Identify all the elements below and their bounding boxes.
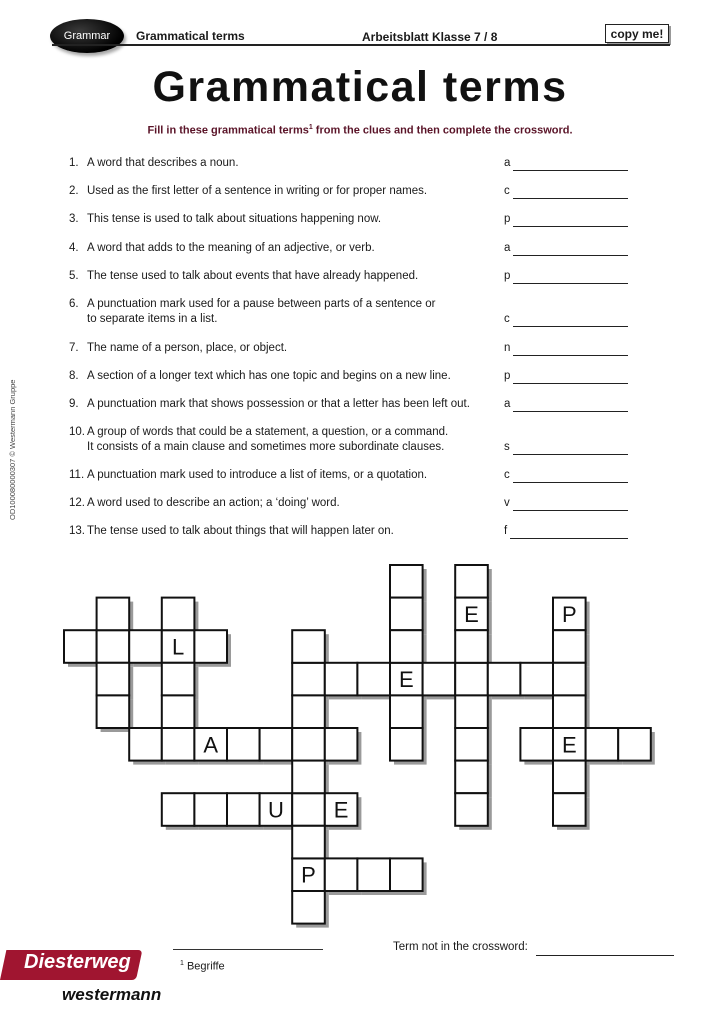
- clue-text: A section of a longer text which has one topic and begins on a new line.: [87, 370, 451, 382]
- term-not-in-crossword-label: Term not in the crossword:: [393, 941, 528, 953]
- crossword-cell[interactable]: [227, 728, 260, 761]
- clue-text: A word that describes a noun.: [87, 157, 239, 169]
- crossword-cell[interactable]: [390, 565, 423, 598]
- crossword-cell[interactable]: [390, 858, 423, 891]
- instruction-before: Fill in these grammatical terms: [147, 124, 309, 137]
- crossword-cell[interactable]: [260, 728, 293, 761]
- crossword-cell[interactable]: [292, 695, 325, 728]
- crossword-cell[interactable]: [455, 695, 488, 728]
- clue-number: 4.: [69, 242, 79, 254]
- crossword-cell[interactable]: [292, 728, 325, 761]
- prefilled-letter: U: [267, 797, 284, 823]
- clue-text: A punctuation mark used for a pause between parts of a sentence or to separate items in a list.: [87, 298, 436, 325]
- clue-text: A punctuation mark that shows possession or that a letter has been left out.: [87, 398, 470, 410]
- clue-number: 13.: [69, 525, 85, 537]
- answer-first-letter: v: [504, 497, 510, 509]
- crossword-cell[interactable]: [390, 630, 423, 663]
- answer-first-letter: c: [504, 185, 510, 197]
- clue-number: 8.: [69, 370, 79, 382]
- instruction-after: from the clues and then complete the crossword.: [312, 124, 573, 137]
- header-sheet-label: Arbeitsblatt Klasse 7 / 8: [362, 30, 498, 44]
- crossword-cell[interactable]: [194, 793, 227, 826]
- crossword-cell[interactable]: [520, 663, 553, 696]
- crossword-cell[interactable]: [292, 826, 325, 859]
- copy-me-badge: copy me!: [605, 24, 669, 43]
- clue-text: This tense is used to talk about situations happening now.: [87, 213, 382, 225]
- crossword-cell[interactable]: [618, 728, 651, 761]
- answer-first-letter: p: [504, 370, 511, 382]
- crossword-cell[interactable]: [162, 728, 195, 761]
- crossword-cell[interactable]: [292, 793, 325, 826]
- crossword-cell[interactable]: [97, 695, 130, 728]
- crossword-cell[interactable]: [292, 761, 325, 794]
- footnote-mark: 1: [180, 960, 184, 967]
- crossword-cell[interactable]: [586, 728, 619, 761]
- crossword-cell[interactable]: [455, 793, 488, 826]
- crossword-cell[interactable]: [390, 728, 423, 761]
- instruction-footnote-mark: 1: [308, 124, 313, 131]
- side-code-text: OD100080000307 © Westermann Gruppe: [8, 379, 17, 520]
- answer-first-letter: a: [504, 398, 511, 410]
- crossword-cell[interactable]: [194, 630, 227, 663]
- crossword-cell[interactable]: [455, 663, 488, 696]
- answer-first-letter: p: [504, 213, 511, 225]
- clue-number: 1.: [69, 157, 79, 169]
- footnote-text: Begriffe: [186, 960, 225, 973]
- header-topic: Grammatical terms: [136, 29, 245, 43]
- answer-first-letter: p: [504, 270, 511, 282]
- clue-number: 7.: [69, 342, 79, 354]
- crossword-cell[interactable]: [129, 728, 162, 761]
- clue-number: 3.: [69, 213, 79, 225]
- crossword-cell[interactable]: [292, 630, 325, 663]
- prefilled-letter: L: [171, 634, 185, 660]
- clue-text: The tense used to talk about things that will happen later on.: [87, 525, 394, 537]
- crossword-cell[interactable]: [357, 858, 390, 891]
- publisher-name: Diesterweg: [24, 951, 131, 973]
- crossword-cell[interactable]: [423, 663, 456, 696]
- clue-number: 12.: [69, 497, 85, 509]
- crossword-cell[interactable]: [162, 695, 195, 728]
- answer-first-letter: n: [504, 342, 511, 354]
- crossword-cell[interactable]: [488, 663, 521, 696]
- answer-first-letter: f: [504, 525, 508, 537]
- grammar-badge: Grammar: [50, 19, 124, 53]
- crossword-cell[interactable]: [553, 793, 586, 826]
- crossword-cell[interactable]: [325, 663, 358, 696]
- clue-number: 6.: [69, 298, 79, 310]
- clue-text: A word that adds to the meaning of an adjective, or verb.: [87, 242, 375, 254]
- crossword-cell[interactable]: [325, 858, 358, 891]
- prefilled-letter: E: [398, 667, 414, 693]
- clue-text: A word used to describe an action; a ‘doing’ word.: [87, 497, 340, 509]
- crossword-cell[interactable]: [97, 663, 130, 696]
- clue-number: 11.: [69, 469, 85, 481]
- prefilled-letter: E: [464, 601, 479, 627]
- crossword-cell[interactable]: [357, 663, 390, 696]
- crossword-cell[interactable]: [390, 695, 423, 728]
- crossword-cell[interactable]: [292, 891, 325, 924]
- crossword-cell[interactable]: [455, 565, 488, 598]
- crossword-cell[interactable]: [455, 728, 488, 761]
- clue-number: 9.: [69, 398, 79, 410]
- answer-first-letter: a: [504, 242, 511, 254]
- crossword-cell[interactable]: [325, 728, 358, 761]
- crossword-cell[interactable]: [553, 695, 586, 728]
- crossword-cell[interactable]: [553, 630, 586, 663]
- crossword-cell[interactable]: [455, 761, 488, 794]
- crossword-cell[interactable]: [553, 761, 586, 794]
- prefilled-letter: E: [561, 732, 577, 758]
- crossword-cell[interactable]: [292, 663, 325, 696]
- clue-number: 2.: [69, 185, 79, 197]
- crossword-cell[interactable]: [162, 793, 195, 826]
- clue-number: 10.: [69, 426, 85, 438]
- clue-text: A group of words that could be a statement, a question, or a command. It consists of a main clause and sometimes more subordinate clauses.: [87, 426, 449, 453]
- crossword-cell[interactable]: [162, 598, 195, 631]
- prefilled-letter: E: [333, 797, 349, 823]
- clue-number: 5.: [69, 270, 79, 282]
- crossword-cell[interactable]: [390, 598, 423, 631]
- crossword-cell[interactable]: [97, 630, 130, 663]
- prefilled-letter: A: [203, 732, 219, 758]
- crossword-cell[interactable]: [162, 663, 195, 696]
- prefilled-letter: P: [301, 862, 316, 888]
- crossword-cell[interactable]: [455, 630, 488, 663]
- answer-first-letter: s: [504, 441, 510, 453]
- answer-first-letter: a: [504, 157, 511, 169]
- answer-first-letter: c: [504, 469, 510, 481]
- clue-text: The tense used to talk about events that have already happened.: [87, 270, 419, 282]
- prefilled-letter: P: [561, 601, 577, 627]
- clue-text: A punctuation mark used to introduce a list of items, or a quotation.: [87, 469, 428, 481]
- footnote-rule: [173, 949, 323, 950]
- clue-text: The name of a person, place, or object.: [87, 342, 288, 354]
- crossword-cell[interactable]: [227, 793, 260, 826]
- footnote: [180, 960, 225, 973]
- term-answer-line[interactable]: [536, 955, 674, 956]
- crossword-cell[interactable]: [520, 728, 553, 761]
- crossword-cell[interactable]: [553, 663, 586, 696]
- answer-first-letter: c: [504, 313, 510, 325]
- crossword-cell[interactable]: [97, 598, 130, 631]
- clue-text: Used as the first letter of a sentence in writing or for proper names.: [87, 185, 428, 197]
- publisher-subname: westermann: [62, 985, 162, 1004]
- crossword-cell[interactable]: [64, 630, 97, 663]
- crossword-cell[interactable]: [129, 630, 162, 663]
- page-title: Grammatical terms: [152, 63, 568, 111]
